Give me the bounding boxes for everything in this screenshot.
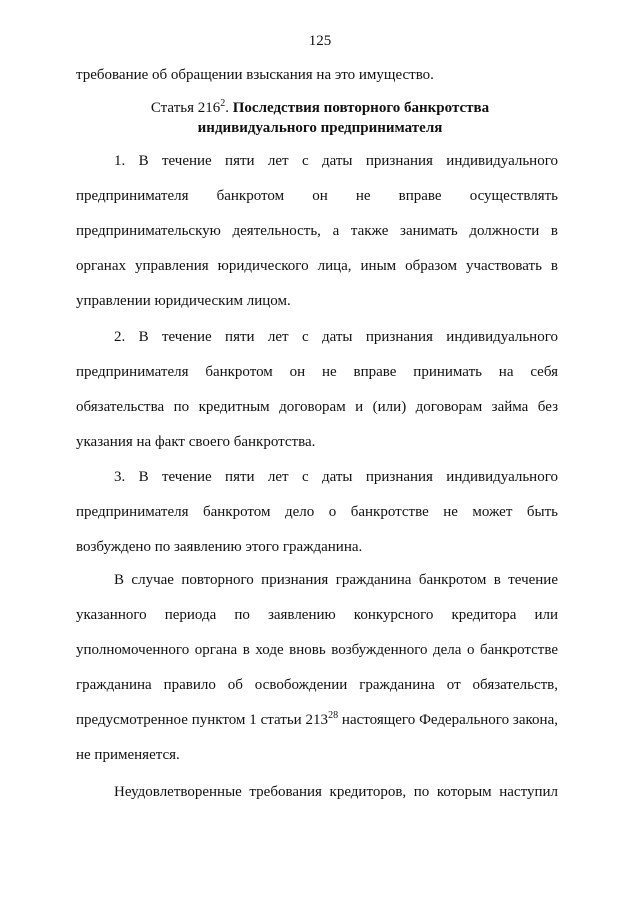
- article-title-line-1: Последствия повторного банкротства: [232, 100, 490, 116]
- paragraph-4-text-after: настоящего Федерального закона, не применяется.: [76, 712, 558, 763]
- paragraph-4: [76, 563, 558, 773]
- page-number: 125: [308, 33, 332, 49]
- paragraph-4-superscript: 28: [328, 710, 339, 721]
- article-heading: [0, 98, 640, 138]
- paragraph-5-text: Неудовлетворенные требования кредиторов, по которым наступил: [114, 784, 558, 800]
- paragraph-3: 3. В течение пяти лет с даты признания индивидуального предпринимателя банкротом дело о банкротстве не может быть возбуждено по заявлению этого гражданина.: [76, 469, 558, 555]
- paragraph-4-text-before: В случае повторного признания гражданина банкротом в течение указанного периода по заявлению конкурсного кредитора или уполномоченного органа в ходе вновь возбужденного дела о банкротстве гражданина правило об освобождении гражданина от обязательств, предусмотренное пунктом 1 статьи 213: [76, 572, 558, 728]
- intro-line: требование об обращении взыскания на это имущество.: [76, 67, 434, 83]
- paragraph-2: 2. В течение пяти лет с даты признания индивидуального предпринимателя банкротом он не вправе принимать на себя обязательства по кредитным договорам и (или) договорам займа без указания на факт своего банкротства.: [76, 329, 558, 450]
- article-title-line-2: индивидуального предпринимателя: [197, 120, 443, 136]
- paragraph-1: 1. В течение пяти лет с даты признания индивидуального предпринимателя банкротом он не вправе осуществлять предпринимательскую деятельность, а также занимать должности в органах управления юридического лица, иным образом участвовать в управлении юридическим лицом.: [76, 153, 558, 309]
- article-number: Статья 216: [150, 100, 221, 116]
- article-heading-line-1: [0, 98, 640, 118]
- paragraph-5: [76, 775, 558, 810]
- article-separator: .: [225, 100, 233, 116]
- article-number-superscript: 2: [220, 98, 226, 109]
